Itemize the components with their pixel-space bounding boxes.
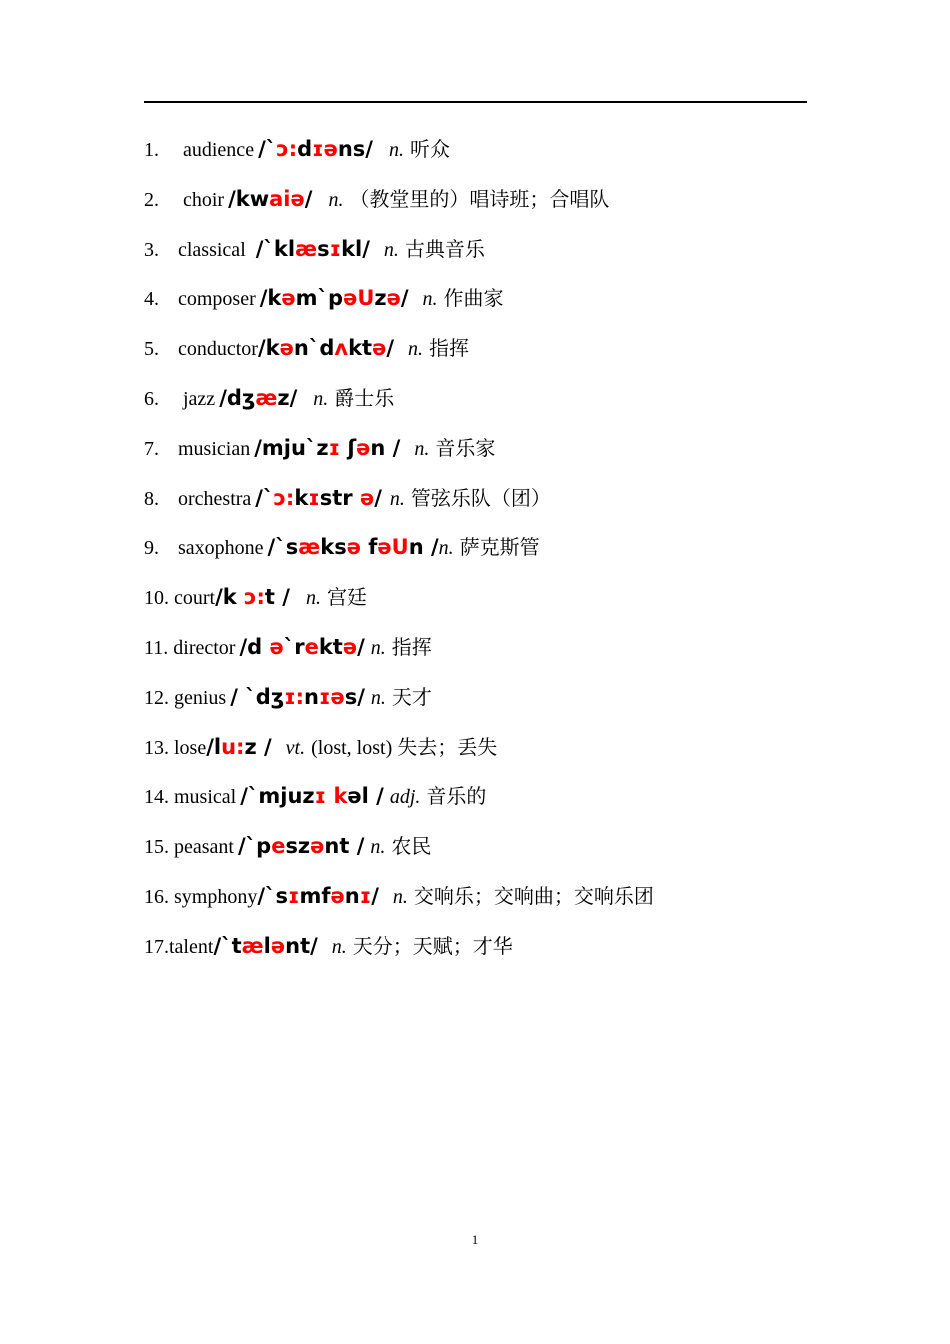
phonetic-vowel-highlight: ɪ [329, 236, 342, 261]
entry-word: court [174, 587, 216, 610]
phonetic-segment: sz [285, 834, 311, 859]
phonetic-vowel-highlight: æ [255, 385, 278, 410]
entry-word: jazz [183, 387, 216, 410]
phonetic-vowel-highlight: ə [270, 933, 286, 958]
vocabulary-entry [144, 730, 824, 780]
entry-meaning: 音乐的 [426, 786, 487, 809]
phonetic-vowel-highlight: u: [221, 734, 245, 759]
phonetic-vowel-highlight: ɪə [312, 137, 338, 161]
entry-part-of-speech: n. [370, 636, 386, 659]
phonetic-segment: / [371, 883, 379, 908]
entry-number: 1. [144, 139, 159, 161]
vocabulary-entry [144, 331, 824, 381]
phonetic-vowel-highlight: ə [281, 286, 296, 311]
entry-phonetic [230, 685, 365, 709]
phonetic-vowel-highlight: ə [310, 834, 325, 859]
entry-meaning: 天分；天赋；才华 [352, 935, 513, 958]
phonetic-vowel-highlight: ɪ: [284, 684, 305, 709]
entry-number: 15. [144, 836, 169, 859]
phonetic-segment: kt [348, 336, 373, 361]
entry-meaning: 指挥 [429, 338, 469, 361]
entry-word: audience [183, 139, 255, 161]
vocabulary-entry [144, 182, 824, 232]
entry-meaning: 宫廷 [326, 587, 367, 610]
entry-meaning: 听众 [409, 139, 450, 161]
entry-phonetic [228, 187, 312, 211]
phonetic-vowel-highlight: ə [356, 435, 371, 460]
phonetic-segment: /`s [257, 883, 289, 908]
phonetic-segment: / [400, 286, 409, 311]
phonetic-segment: / [386, 336, 394, 361]
phonetic-segment: str [319, 485, 360, 510]
phonetic-vowel-highlight: ɔ: [276, 137, 298, 161]
phonetic-segment: s/ [344, 684, 365, 709]
entry-phonetic [215, 585, 290, 609]
entry-meaning: 管弦乐队（团） [410, 487, 551, 510]
phonetic-segment: /d [239, 634, 270, 659]
entry-word: composer [178, 288, 256, 311]
entry-meaning: 指挥 [391, 636, 432, 659]
vocabulary-entry [144, 281, 824, 331]
entry-phonetic [240, 784, 384, 808]
entry-meaning: 萨克斯管 [459, 537, 540, 560]
phonetic-vowel-highlight: ə [386, 286, 401, 311]
entry-word: orchestra [178, 487, 252, 510]
phonetic-segment: /`s [267, 535, 299, 560]
entry-part-of-speech: n. [422, 288, 438, 311]
phonetic-segment: z [374, 286, 387, 311]
entry-part-of-speech: n. [414, 437, 430, 460]
entry-phonetic [268, 535, 439, 559]
phonetic-segment: t / [264, 585, 290, 610]
phonetic-vowel-highlight: ɪə [319, 684, 345, 709]
entry-number: 9. [144, 537, 159, 560]
vocabulary-entry [144, 879, 824, 929]
entry-phonetic [254, 436, 400, 460]
phonetic-vowel-highlight: əU [343, 286, 375, 311]
vocabulary-entry [144, 680, 824, 730]
entry-part-of-speech: n. [305, 587, 321, 610]
entry-part-of-speech: n. [313, 387, 329, 410]
phonetic-vowel-highlight: ɪ [359, 883, 372, 908]
entry-word: choir [183, 188, 225, 211]
phonetic-segment: mf [299, 883, 331, 908]
phonetic-segment: /` [255, 485, 274, 510]
entry-phonetic [206, 735, 271, 759]
phonetic-segment: / [357, 634, 365, 659]
entry-number: 11. [144, 636, 169, 659]
phonetic-segment: / `dʒ [230, 684, 285, 709]
phonetic-vowel-highlight: æ [295, 236, 318, 261]
phonetic-segment: /k [257, 336, 280, 361]
entry-phonetic [258, 336, 394, 360]
phonetic-vowel-highlight: ə [269, 634, 284, 659]
entry-number: 14. [144, 786, 169, 809]
phonetic-segment: /mju`z [254, 435, 329, 460]
phonetic-segment: ns/ [337, 137, 373, 161]
vocabulary-entry [144, 132, 824, 182]
phonetic-segment: kl/ [341, 236, 370, 261]
phonetic-vowel-highlight: ə [330, 883, 345, 908]
entry-word: lose [174, 736, 207, 759]
entry-number: 16. [144, 885, 169, 908]
phonetic-vowel-highlight: ɪ [308, 485, 320, 510]
phonetic-segment: m`p [295, 286, 344, 311]
entry-part-of-speech: adj. [389, 786, 421, 809]
entry-word: classical [178, 238, 246, 261]
entry-meaning: 交响乐；交响曲；交响乐团 [413, 885, 654, 908]
phonetic-segment: /`p [237, 834, 272, 859]
entry-meaning: (lost, lost) 失去；丢失 [311, 736, 498, 759]
entry-word: symphony [174, 885, 258, 908]
phonetic-vowel-highlight: ə [346, 535, 361, 560]
entry-word: conductor [178, 338, 258, 361]
phonetic-segment: /dʒ [219, 385, 256, 410]
header-rule [144, 101, 807, 103]
vocabulary-entry [144, 431, 824, 481]
phonetic-segment: ks [320, 535, 347, 560]
phonetic-segment: k [294, 485, 309, 510]
entry-meaning: 音乐家 [435, 437, 496, 460]
entry-number: 6. [144, 387, 159, 410]
vocabulary-entry [144, 779, 824, 829]
vocabulary-entry [144, 481, 824, 531]
entry-part-of-speech: n. [438, 537, 454, 560]
entry-phonetic [213, 934, 317, 958]
phonetic-vowel-highlight: ʌ [334, 336, 349, 361]
phonetic-segment: nt/ [285, 933, 318, 958]
entry-part-of-speech: vt. [285, 736, 306, 759]
phonetic-vowel-highlight: aiə [269, 186, 305, 211]
phonetic-segment: /`kl [255, 236, 296, 261]
entry-word: musician [178, 437, 251, 460]
phonetic-segment: / [304, 186, 313, 211]
phonetic-vowel-highlight: ɪ [288, 883, 300, 908]
phonetic-vowel-highlight: ɔ: [244, 585, 265, 610]
vocabulary-entry [144, 829, 824, 879]
phonetic-segment: /`mjuz [240, 784, 315, 809]
entry-number: 17. [144, 935, 169, 958]
entry-part-of-speech: n. [389, 487, 405, 510]
phonetic-segment: /k [259, 286, 282, 311]
entry-word: saxophone [178, 537, 264, 560]
entry-meaning: 天才 [391, 686, 432, 709]
entry-word: director [173, 636, 236, 659]
phonetic-segment: nt / [324, 834, 365, 859]
phonetic-segment: `r [283, 634, 305, 659]
entry-number: 13. [144, 736, 169, 759]
entry-number: 3. [144, 238, 159, 261]
entry-meaning: 农民 [391, 836, 432, 859]
vocabulary-entry [144, 929, 824, 979]
entry-phonetic [260, 286, 409, 310]
phonetic-vowel-highlight: k [333, 784, 348, 809]
entry-phonetic [219, 386, 297, 410]
phonetic-vowel-highlight: ə [372, 336, 387, 361]
entry-part-of-speech: n. [370, 686, 386, 709]
phonetic-segment: n [344, 883, 360, 908]
entry-word: talent [169, 935, 214, 958]
entry-phonetic [255, 486, 382, 510]
entry-phonetic [238, 834, 364, 858]
entry-number: 2. [144, 188, 159, 211]
vocabulary-entry [144, 530, 824, 580]
phonetic-segment: əl / [347, 784, 384, 809]
vocabulary-entry [144, 630, 824, 680]
phonetic-vowel-highlight: əU [377, 535, 409, 560]
phonetic-vowel-highlight: ə [359, 485, 375, 510]
phonetic-vowel-highlight: ə [342, 634, 358, 659]
phonetic-vowel-highlight: ɔ: [273, 485, 295, 510]
phonetic-segment: /` [258, 137, 277, 161]
phonetic-segment: z / [244, 734, 272, 759]
vocabulary-entry [144, 381, 824, 431]
entry-part-of-speech: n. [383, 238, 399, 261]
entry-meaning: 作曲家 [443, 288, 504, 311]
entry-number: 10. [144, 587, 169, 610]
entry-part-of-speech: n. [392, 885, 408, 908]
entry-number: 12. [144, 686, 169, 709]
entry-phonetic [256, 237, 370, 261]
phonetic-vowel-highlight: æ [241, 933, 264, 958]
phonetic-segment: f [360, 535, 378, 560]
vocabulary-list [144, 132, 824, 979]
page-number: 1 [471, 1232, 479, 1247]
entry-word: musical [174, 786, 237, 809]
phonetic-vowel-highlight: e [304, 634, 319, 659]
entry-part-of-speech: n. [388, 139, 404, 161]
entry-number: 7. [144, 437, 159, 460]
entry-meaning: 古典音乐 [404, 238, 485, 261]
entry-meaning: 爵士乐 [334, 387, 395, 410]
phonetic-segment: l [263, 933, 271, 958]
entry-part-of-speech: n. [408, 338, 423, 361]
entry-word: peasant [174, 836, 234, 859]
phonetic-vowel-highlight: ə [279, 336, 294, 361]
phonetic-segment: d [297, 137, 313, 161]
entry-number: 8. [144, 487, 159, 510]
phonetic-segment: / [374, 485, 382, 510]
phonetic-vowel-highlight: ɪ [314, 784, 327, 809]
phonetic-segment: n [304, 684, 319, 709]
entry-phonetic [239, 635, 364, 659]
entry-meaning: （教堂里的）唱诗班；合唱队 [349, 188, 610, 211]
entry-part-of-speech: n. [331, 935, 347, 958]
entry-number: 4. [144, 288, 159, 311]
phonetic-vowel-highlight: ɪ [328, 435, 341, 460]
vocabulary-entry [144, 232, 824, 282]
phonetic-segment: kt [318, 634, 343, 659]
phonetic-segment: n`d [293, 336, 335, 361]
phonetic-segment: /l [206, 734, 222, 759]
entry-number: 5. [144, 338, 159, 361]
entry-part-of-speech: n. [370, 836, 386, 859]
phonetic-segment: ʃ [340, 435, 357, 460]
phonetic-vowel-highlight: æ [298, 535, 321, 560]
phonetic-segment: n / [370, 435, 401, 460]
entry-word: genius [174, 686, 227, 709]
phonetic-vowel-highlight: e [271, 834, 286, 859]
phonetic-segment: n / [408, 535, 439, 560]
phonetic-segment: z/ [277, 385, 298, 410]
phonetic-segment: /`t [213, 933, 242, 958]
phonetic-segment: /k [215, 585, 245, 610]
phonetic-segment: s [317, 236, 330, 261]
vocabulary-entry [144, 580, 824, 630]
entry-phonetic [257, 884, 379, 908]
phonetic-segment: /kw [228, 186, 270, 211]
entry-phonetic [258, 137, 373, 161]
entry-part-of-speech: n. [328, 188, 344, 211]
